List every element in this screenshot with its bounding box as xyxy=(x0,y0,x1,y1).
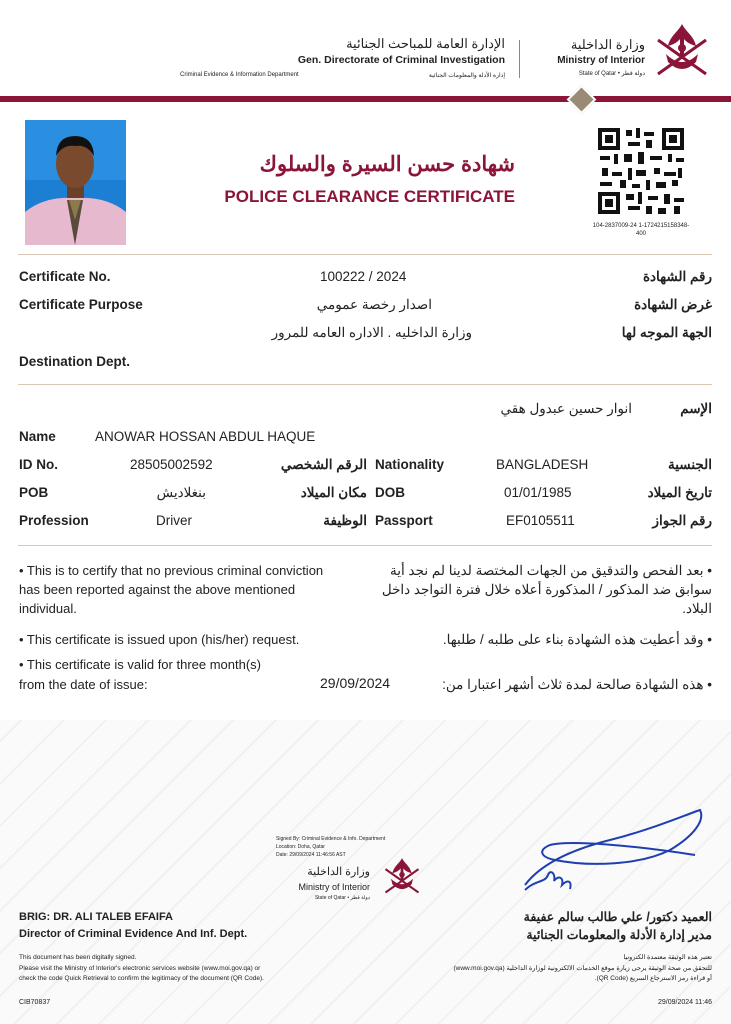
statement-2-en: • This certificate is issued upon (his/her) request. xyxy=(19,632,300,647)
header-diamond xyxy=(567,85,597,115)
statement-3-ar: • هذه الشهادة صالحة لمدة ثلاث أشهر اعتبارا من: xyxy=(442,677,712,692)
id-label-ar: الرقم الشخصي xyxy=(280,457,367,472)
stamp-ministry-ar: وزارة الداخلية xyxy=(307,866,370,878)
cert-purpose-value: اصدار رخصة عمومي xyxy=(316,297,432,312)
name-value-ar: انوار حسين عبدول هقي xyxy=(500,401,632,416)
profession-label-ar: الوظيفة xyxy=(323,513,367,528)
statement-3-en-line2: from the date of issue: xyxy=(19,677,148,692)
cert-purpose-label-en: Certificate Purpose xyxy=(19,297,143,312)
dob-label-ar: تاريخ الميلاد xyxy=(647,485,712,500)
id-value: 28505002592 xyxy=(130,457,213,472)
cert-purpose-label-ar: غرض الشهادة xyxy=(634,297,712,312)
id-label-en: ID No. xyxy=(19,457,58,472)
profession-label-en: Profession xyxy=(19,513,89,528)
name-label-en: Name xyxy=(19,429,56,444)
footer-en-line2: Please visit the Ministry of Interior's electronic services website (www.moi.gov.qa) or xyxy=(19,965,261,972)
divider-2 xyxy=(18,384,712,385)
cert-no-label-en: Certificate No. xyxy=(19,269,111,284)
pob-label-ar: مكان الميلاد xyxy=(300,485,367,500)
header-dept-ar: الإدارة العامة للمباحث الجنائية xyxy=(346,36,505,51)
header-ministry-en: Ministry of Interior xyxy=(557,55,645,66)
title-ar: شهادة حسن السيرة والسلوك xyxy=(259,153,515,176)
cert-no-value: 100222 / 2024 xyxy=(320,269,407,284)
header-state: State of Qatar • دولة قطر xyxy=(578,71,645,77)
footer-timestamp: 29/09/2024 11:46 xyxy=(658,999,712,1006)
header-dept-en: Gen. Directorate of Criminal Investigation xyxy=(297,54,505,66)
stamp-emblem-icon xyxy=(380,850,424,902)
footer-ar-line3: أو قراءة رمز الاسترجاع السريع (QR Code). xyxy=(594,975,712,982)
header-band xyxy=(0,96,731,102)
issue-date: 29/09/2024 xyxy=(320,675,391,691)
header-dept-sub-en: Criminal Evidence & Information Department xyxy=(180,72,299,78)
cert-dest-label-ar: الجهة الموجه لها xyxy=(621,325,712,340)
statement-1-ar: • بعد الفحص والتدقيق من الجهات المختصة لدينا لم نجد أية سوابق ضد المذكور / المذكورة أعلاه خلال فترة التواجد داخل البلاد. xyxy=(381,563,712,616)
passport-label-ar: رقم الجواز xyxy=(652,513,712,528)
name-value-en: ANOWAR HOSSAN ABDUL HAQUE xyxy=(95,429,316,444)
footer-en-line1: This document has been digitally signed. xyxy=(19,954,137,961)
dob-label-en: DOB xyxy=(375,485,405,500)
divider-3 xyxy=(18,545,712,546)
profession-value: Driver xyxy=(156,513,192,528)
footer-en-line3: check the code Quick Retrieval to confirm the legitimacy of the document (QR Code). xyxy=(19,975,264,982)
header-divider xyxy=(519,40,520,78)
cert-dest-label-en: Destination Dept. xyxy=(19,354,131,369)
statement-2-ar: • وقد أعطيت هذه الشهادة بناء على طلبه / طلبها. xyxy=(442,632,712,647)
qr-caption: 104-2837009-24 1-1724215158348-400 xyxy=(592,223,690,237)
stamp-location: Location: Doha, Qatar xyxy=(276,844,325,850)
signatory-title-ar: مدير إدارة الأدلة والمعلومات الجنائية xyxy=(526,928,712,942)
applicant-photo xyxy=(25,120,126,245)
passport-label-en: Passport xyxy=(375,513,433,528)
pob-value: بنغلاديش xyxy=(156,485,206,500)
cert-no-label-ar: رقم الشهادة xyxy=(642,269,712,284)
footer-ar-line1: تعتبر هذه الوثيقة معتمدة الكترونيا xyxy=(623,954,712,961)
statement-1-en: • This is to certify that no previous criminal conviction has been reported against the above mentioned individual. xyxy=(19,563,324,616)
footer-code: CIB70837 xyxy=(19,999,51,1006)
stamp-date: Date: 29/09/2024 11:46:56 AST xyxy=(276,852,346,858)
stamp-state: State of Qatar • دولة قطر xyxy=(314,895,370,901)
header-dept-sub-ar: إدارة الأدلة والمعلومات الجنائية xyxy=(428,73,505,79)
title-en: POLICE CLEARANCE CERTIFICATE xyxy=(224,187,515,206)
nationality-label-ar: الجنسية xyxy=(667,457,712,472)
footer-ar-line2: للتحقق من صحة الوثيقة يرجى زيارة موقع الخدمات الالكترونية لوزارة الداخلية (www.moi.gov.qa) xyxy=(453,965,712,972)
divider-1 xyxy=(18,254,712,255)
nationality-value: BANGLADESH xyxy=(496,457,589,472)
signatory-title-en: Director of Criminal Evidence And Inf. Dept. xyxy=(19,928,248,940)
director-signature xyxy=(510,795,710,905)
qatar-emblem-icon xyxy=(650,18,714,82)
stamp-signed-by: Signed By: Criminal Evidence & Info. Department xyxy=(276,836,386,842)
nationality-label-en: Nationality xyxy=(375,457,445,472)
dob-value: 01/01/1985 xyxy=(504,485,572,500)
signatory-name-en: BRIG: DR. ALI TALEB EFAIFA xyxy=(19,911,173,923)
passport-value: EF0105511 xyxy=(506,513,575,528)
name-label-ar: الإسم xyxy=(680,401,712,416)
statement-3-en-line1: • This certificate is valid for three month(s) xyxy=(19,657,262,672)
stamp-ministry-en: Ministry of Interior xyxy=(298,882,370,892)
qr-code[interactable] xyxy=(598,128,684,214)
signatory-name-ar: العميد دكتور/ علي طالب سالم عفيفة xyxy=(523,910,712,924)
cert-dest-value: وزارة الداخليه . الاداره العامه للمرور xyxy=(271,325,472,340)
header-ministry-ar: وزارة الداخلية xyxy=(570,37,645,52)
pob-label-en: POB xyxy=(19,485,49,500)
